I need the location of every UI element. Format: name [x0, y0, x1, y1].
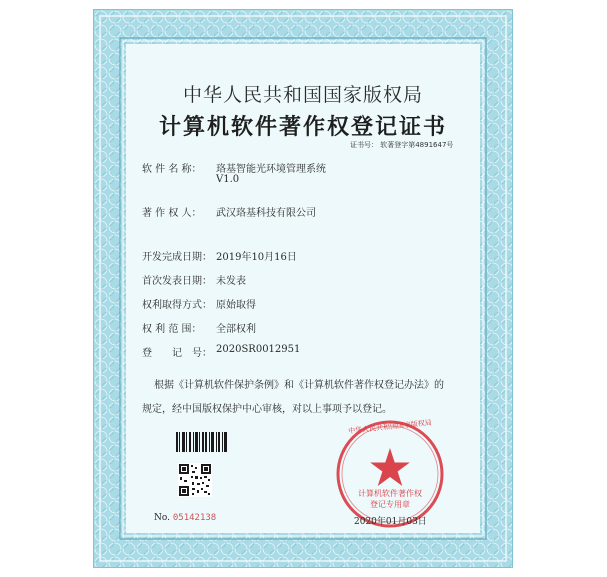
seal-line-1: 计算机软件著作权 — [358, 489, 422, 498]
star-icon — [370, 448, 410, 486]
statement-line-1: 根据《计算机软件保护条例》和《计算机软件著作权登记办法》的 — [154, 380, 444, 391]
field-value-publish-date: 未发表 — [216, 276, 246, 287]
field-value-copyright-owner: 武汉珞基科技有限公司 — [216, 208, 316, 219]
statement-line-2: 规定，经中国版权保护中心审核，对以上事项予以登记。 — [142, 404, 392, 415]
issuer-title: 中华人民共和国国家版权局 — [182, 84, 423, 106]
serial-label: No. — [154, 513, 170, 523]
field-value-scope: 全部权利 — [216, 324, 256, 335]
serial-value: 05142138 — [172, 513, 217, 523]
field-value-version: V1.0 — [216, 174, 240, 185]
issue-date: 2020年01月03日 — [354, 517, 427, 527]
qr-code — [178, 463, 212, 497]
field-label-copyright-owner: 著 作 权 人： — [142, 208, 202, 219]
field-value-completion-date: 2019年10月16日 — [216, 252, 297, 263]
field-value-software-name: 珞基智能光环境管理系统 — [216, 164, 326, 175]
barcode — [176, 432, 228, 452]
serial-number — [154, 513, 216, 523]
field-label-software-name: 软 件 名 称： — [142, 164, 202, 175]
field-label-publish-date: 首次发表日期： — [142, 276, 212, 287]
seal-line-2: 登记专用章 — [370, 500, 410, 509]
field-label-scope: 权 利 范 围： — [142, 324, 202, 335]
certificate — [94, 10, 512, 567]
field-label-registration-number: 登 记 号： — [142, 348, 212, 359]
certificate-number: 证书号： 软著登字第4891647号 — [350, 141, 454, 149]
field-value-registration-number: 2020SR0012951 — [216, 344, 301, 355]
certificate-title: 计算机软件著作权登记证书 — [158, 115, 447, 140]
field-label-completion-date: 开发完成日期： — [142, 252, 212, 263]
field-value-acquisition: 原始取得 — [216, 300, 256, 311]
field-label-acquisition: 权利取得方式： — [142, 300, 212, 311]
seal-ring-text: 中华人民共和国国家版权局 — [347, 418, 433, 436]
